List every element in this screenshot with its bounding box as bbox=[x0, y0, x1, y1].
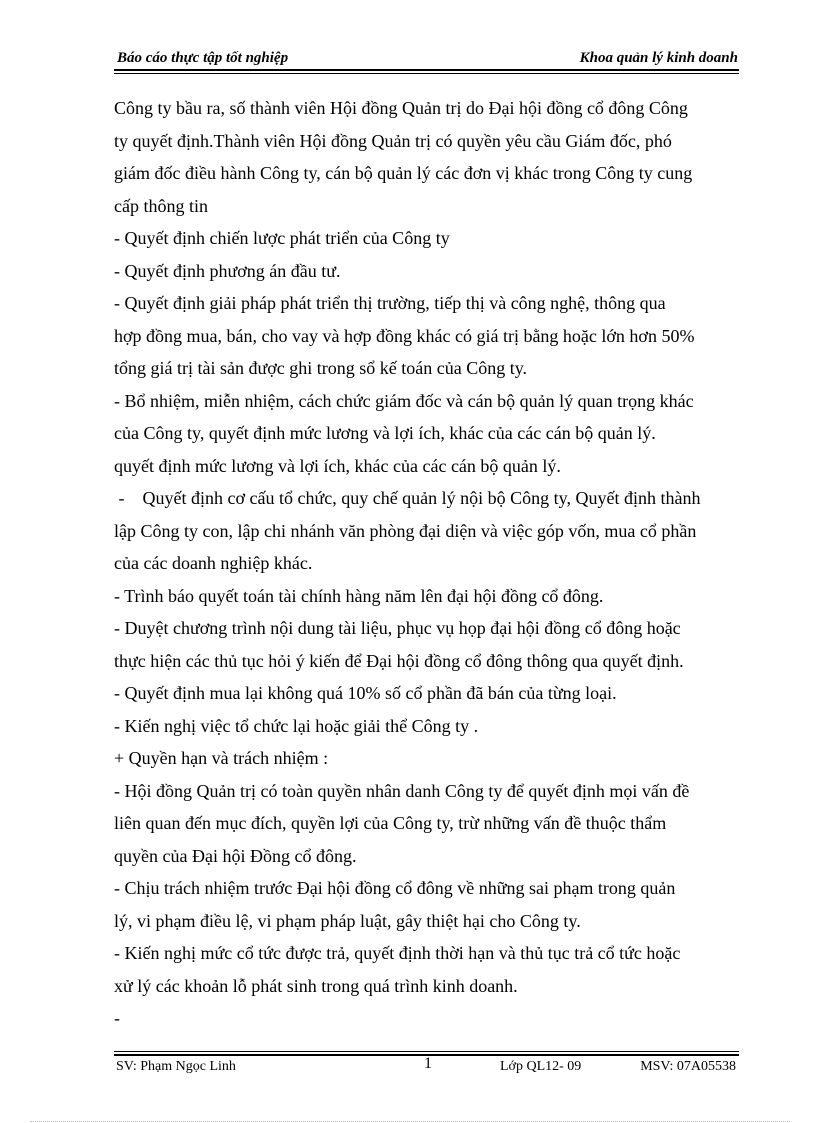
document-page bbox=[114, 0, 739, 1123]
body-line: - Trình báo quyết toán tài chính hàng năm lên đại hội đồng cổ đông. bbox=[114, 585, 604, 606]
header-rule-thick bbox=[114, 69, 739, 71]
body-line: - Quyết định giải pháp phát triển thị trường, tiếp thị và công nghệ, thông qua bbox=[114, 293, 666, 313]
body-line: liên quan đến mục đích, quyền lợi của Công ty, trừ những vấn đề thuộc thẩm bbox=[114, 813, 667, 833]
body-line: quyết định mức lương và lợi ích, khác của các cán bộ quản lý. bbox=[114, 455, 561, 476]
body-line: thực hiện các thủ tục hỏi ý kiến để Đại hội đồng cổ đông thông qua quyết định. bbox=[114, 650, 684, 671]
body-line: giám đốc điều hành Công ty, cán bộ quản lý các đơn vị khác trong Công ty cung bbox=[114, 163, 693, 183]
body-line: + Quyền hạn và trách nhiệm : bbox=[114, 748, 329, 768]
footer-student-id: MSV: 07A05538 bbox=[640, 1059, 736, 1074]
page-number: 1 bbox=[424, 1055, 432, 1072]
body-line: - Kiến nghị việc tổ chức lại hoặc giải thể Công ty . bbox=[114, 715, 479, 736]
body-line: - Kiến nghị mức cổ tức được trả, quyết định thời hạn và thủ tục trả cổ tức hoặc bbox=[114, 943, 681, 963]
page-bottom-dotted-line bbox=[30, 1121, 790, 1122]
body-line: tổng giá trị tài sản được ghi trong sổ kế toán của Công ty. bbox=[114, 358, 528, 378]
body-line: ty quyết định.Thành viên Hội đồng Quản trị có quyền yêu cầu Giám đốc, phó bbox=[114, 130, 672, 151]
body-line: của Công ty, quyết định mức lương và lợi ích, khác của các cán bộ quản lý. bbox=[114, 423, 656, 443]
body-line: quyền của Đại hội Đồng cổ đông. bbox=[114, 845, 357, 866]
body-line: - Quyết định mua lại không quá 10% số cổ phần đã bán của từng loại. bbox=[114, 683, 617, 703]
body-line: hợp đồng mua, bán, cho vay và hợp đồng khác có giá trị bằng hoặc lớn hơn 50% bbox=[114, 325, 695, 346]
body-line: cấp thông tin bbox=[114, 195, 208, 216]
body-line: - Bổ nhiệm, miễn nhiệm, cách chức giám đốc và cán bộ quản lý quan trọng khác bbox=[114, 390, 694, 411]
footer-rule-thin bbox=[114, 1051, 739, 1052]
body-line: Công ty bầu ra, số thành viên Hội đồng Quản trị do Đại hội đồng cổ đông Công bbox=[114, 98, 688, 118]
body-line: - Chịu trách nhiệm trước Đại hội đồng cổ đông về những sai phạm trong quản bbox=[114, 878, 676, 898]
footer-class-code: Lớp QL12- 09 bbox=[500, 1059, 582, 1074]
header-rule-thin bbox=[114, 73, 739, 74]
body-line: của các doanh nghiệp khác. bbox=[114, 553, 313, 573]
body-line: - Quyết định phương án đầu tư. bbox=[114, 260, 341, 281]
body-text bbox=[114, 92, 739, 1035]
page-header bbox=[114, 48, 739, 68]
body-line: - bbox=[114, 1008, 120, 1028]
body-line: xử lý các khoản lỗ phát sinh trong quá trình kinh doanh. bbox=[114, 975, 518, 996]
body-line: - Quyết định chiến lược phát triển của Công ty bbox=[114, 228, 450, 248]
body-line: - Hội đồng Quản trị có toàn quyền nhân danh Công ty để quyết định mọi vấn đề bbox=[114, 780, 690, 801]
header-faculty: Khoa quản lý kinh doanh bbox=[579, 50, 738, 66]
body-line: lý, vi phạm điều lệ, vi phạm pháp luật, gây thiệt hại cho Công ty. bbox=[114, 910, 581, 931]
header-report-title: Báo cáo thực tập tốt nghiệp bbox=[117, 50, 289, 66]
page-footer bbox=[114, 1057, 739, 1079]
body-line: lập Công ty con, lập chi nhánh văn phòng đại diện và việc góp vốn, mua cổ phần bbox=[114, 520, 697, 541]
footer-student-name: SV: Phạm Ngọc Linh bbox=[116, 1059, 236, 1074]
body-line: - Quyết định cơ cấu tổ chức, quy chế quản lý nội bộ Công ty, Quyết định thành bbox=[114, 488, 701, 508]
body-line: - Duyệt chương trình nội dung tài liệu, phục vụ họp đại hội đồng cổ đông hoặc bbox=[114, 618, 681, 638]
